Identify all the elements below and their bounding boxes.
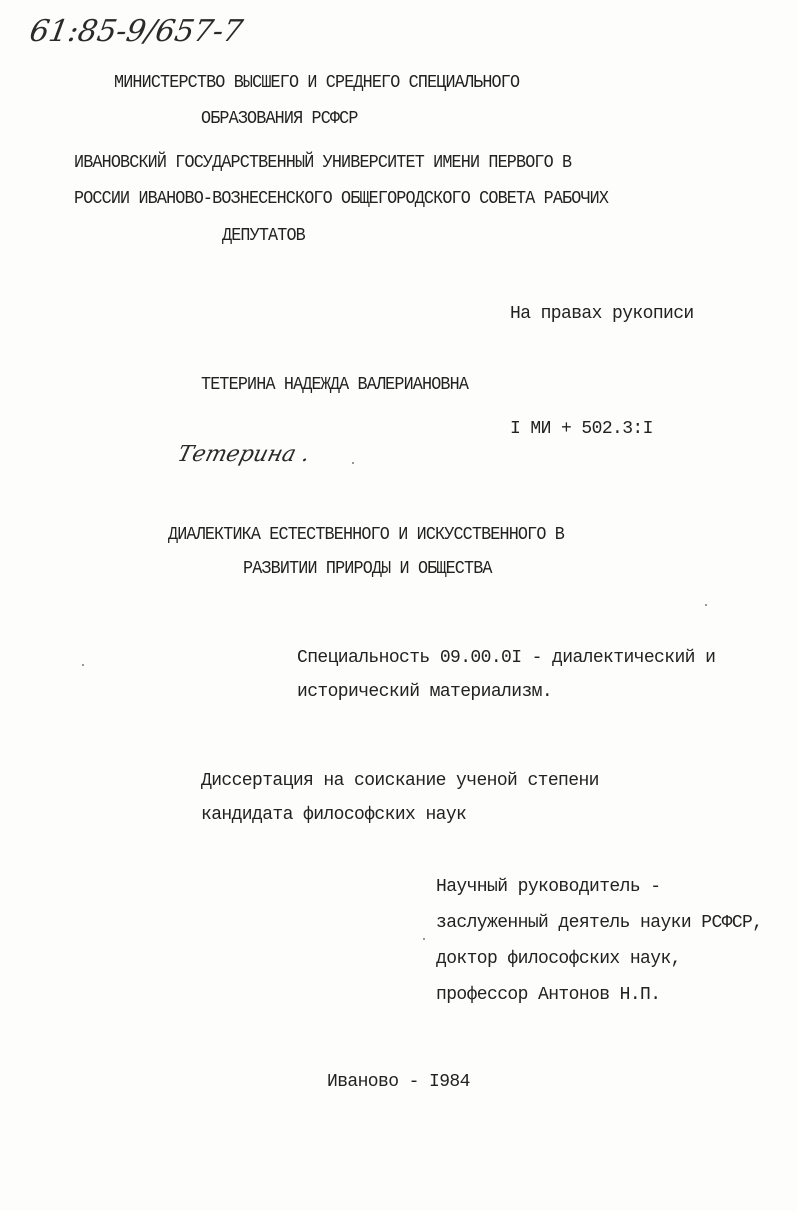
university-line-3: ДЕПУТАТОВ [222, 226, 305, 246]
speck [352, 462, 354, 464]
specialty-line-1: Специальность 09.00.0I - диалектический и [297, 648, 716, 668]
degree-line-1: Диссертация на соискание ученой степени [201, 771, 599, 791]
speck [82, 664, 84, 666]
speck [705, 604, 707, 606]
manuscript-note: На правах рукописи [510, 304, 694, 324]
university-line-2: РОССИИ ИВАНОВО-ВОЗНЕСЕНСКОГО ОБЩЕГОРОДСКОГО СОВЕТА РАБОЧИХ [74, 189, 609, 209]
ministry-line-2: ОБРАЗОВАНИЯ РСФСР [201, 109, 358, 129]
degree-line-2: кандидата философских наук [201, 805, 467, 825]
supervisor-line-4: профессор Антонов Н.П. [436, 985, 661, 1005]
author-name: ТЕТЕРИНА НАДЕЖДА ВАЛЕРИАНОВНА [201, 375, 469, 395]
university-line-1: ИВАНОВСКИЙ ГОСУДАРСТВЕННЫЙ УНИВЕРСИТЕТ ИМЕНИ ПЕРВОГО В [74, 153, 572, 173]
ministry-line-1: МИНИСТЕРСТВО ВЫСШЕГО И СРЕДНЕГО СПЕЦИАЛЬНОГО [114, 73, 520, 93]
supervisor-line-1: Научный руководитель - [436, 877, 661, 897]
specialty-line-2: исторический материализм. [297, 682, 553, 702]
place-year: Иваново - I984 [327, 1072, 470, 1092]
title-line-1: ДИАЛЕКТИКА ЕСТЕСТВЕННОГО И ИСКУССТВЕННОГО В [168, 525, 564, 545]
author-signature: Тетерина . [174, 442, 313, 467]
speck [423, 938, 425, 940]
supervisor-line-3: доктор философских наук, [436, 949, 681, 969]
title-line-2: РАЗВИТИИ ПРИРОДЫ И ОБЩЕСТВА [243, 559, 492, 579]
udc-code: I МИ + 502.3:I [510, 419, 653, 439]
supervisor-line-2: заслуженный деятель науки РСФСР, [436, 913, 763, 933]
archive-code-handwritten: 61:85-9/657-7 [26, 14, 246, 49]
